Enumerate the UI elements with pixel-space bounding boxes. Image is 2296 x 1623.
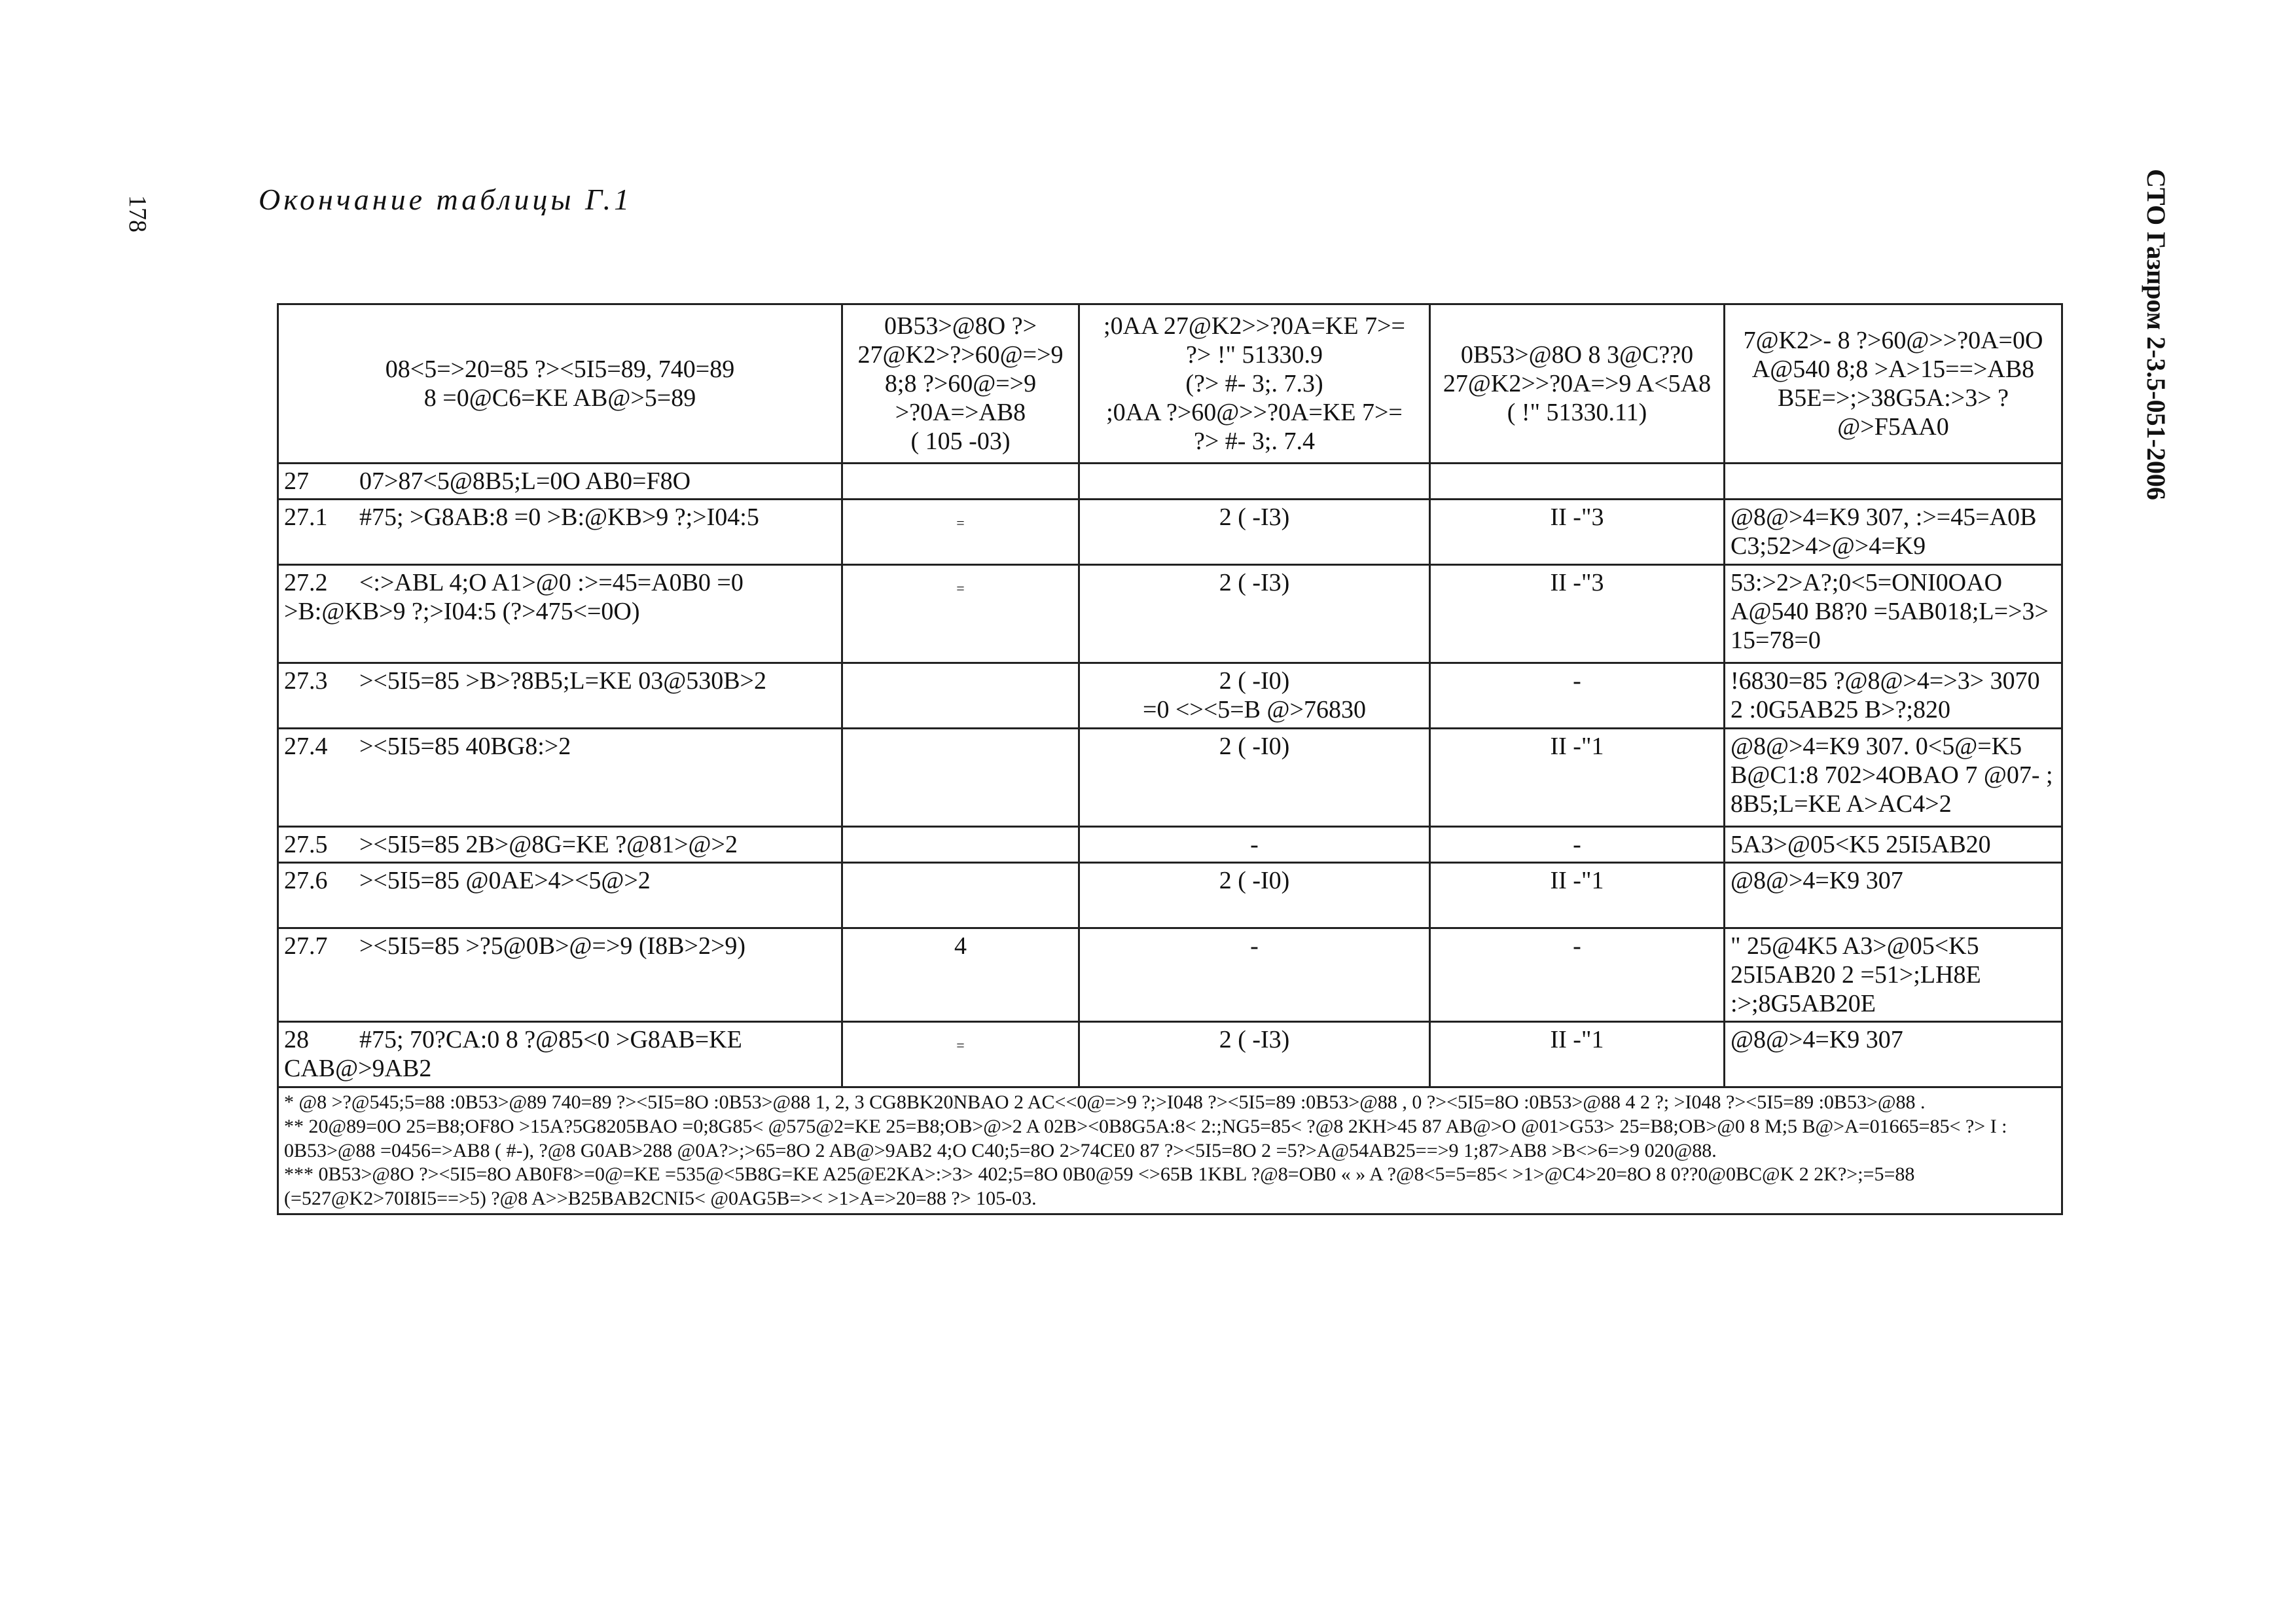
medium-cell (1725, 663, 2062, 729)
room-name: ><5I5=85 40BG8:>2 (359, 733, 571, 761)
table-row (278, 500, 2062, 565)
mixture-cell (1430, 729, 1725, 827)
cell-text: - (1573, 667, 1581, 695)
table-notes (278, 1087, 2062, 1214)
cell-text: 53:>2>A?;0<5=ONI0OAO A@540 B8?0 =5AB018;L=>3> 15=78=0 (1731, 569, 2049, 655)
zone-class-cell (1079, 729, 1430, 827)
room-name: 07>87<5@8B5;L=0O AB0=F8O (359, 467, 691, 495)
document-code: СТО Газпром 2-3.5-051-2006 (2142, 169, 2171, 500)
room-name: <:>ABL 4;O A1>@0 :>=45=A0B0 =0 >B:@KB>9 ?;>I04:5 (?>475<=0O) (284, 569, 744, 626)
notes-row (278, 1087, 2062, 1214)
room-name-cell (278, 500, 842, 565)
mixture-cell (1430, 500, 1725, 565)
row-number: 28 (284, 1026, 309, 1054)
cell-text: 2 ( -I0) =0 <><5=B @>76830 (1143, 667, 1366, 724)
table-row (278, 863, 2062, 928)
medium-cell (1725, 827, 2062, 863)
page-number: 178 (124, 195, 151, 232)
hazard-classification-table (277, 303, 2063, 1215)
zone-class-cell (1079, 1022, 1430, 1087)
room-name: ><5I5=85 >B>?8B5;L=KE 03@530B>2 (359, 667, 766, 695)
mixture-cell (1430, 928, 1725, 1022)
table-row (278, 565, 2062, 663)
cell-text: - (1250, 932, 1259, 960)
zone-class-cell (1079, 928, 1430, 1022)
row-number: 27.5 (284, 831, 328, 859)
row-number: 27.7 (284, 932, 328, 960)
cell-text: 2 ( -I3) (1219, 569, 1290, 597)
cell-text: 2 ( -I0) (1219, 733, 1290, 761)
room-name: ><5I5=85 >?5@0B>@=>9 (I8B>2>9) (359, 932, 746, 960)
cell-text: !6830=85 ?@8@>4=>3> 3070 2 :0G5AB25 B>?;820 (1731, 667, 2040, 724)
medium-cell (1725, 729, 2062, 827)
mixture-cell (1430, 827, 1725, 863)
room-name-cell (278, 729, 842, 827)
cell-text: = (956, 580, 965, 597)
table-section-row (278, 464, 2062, 500)
category-cell (842, 928, 1079, 1022)
cell-text: 2 ( -I0) (1219, 867, 1290, 895)
cell-text: - (1573, 831, 1581, 859)
zone-class-cell (1079, 464, 1430, 500)
zone-class-cell (1079, 500, 1430, 565)
table-row (278, 729, 2062, 827)
cell-text: " 25@4K5 A3>@05<K5 25I5AB20 2 =51>;LH8E :>;8G5AB20E (1731, 932, 1981, 1018)
category-cell (842, 663, 1079, 729)
table-row (278, 827, 2062, 863)
row-number: 27 (284, 467, 309, 495)
cell-text: 2 ( -I3) (1219, 503, 1290, 532)
category-cell (842, 500, 1079, 565)
header-cell: 7@K2>- 8 ?>60@>>?0A=0O A@540 8;8 >A>15==>AB8 B5E=>;>38G5A:>3> ?@>F5AA0 (1725, 304, 2062, 464)
cell-text: - (1573, 932, 1581, 960)
mixture-cell (1430, 1022, 1725, 1087)
medium-cell (1725, 928, 2062, 1022)
row-number: 27.3 (284, 667, 328, 695)
zone-class-cell (1079, 827, 1430, 863)
row-number: 27.1 (284, 503, 328, 532)
category-cell (842, 464, 1079, 500)
room-name: #75; >G8AB:8 =0 >B:@KB>9 ?;>I04:5 (359, 503, 759, 532)
cell-text: = (956, 515, 965, 532)
cell-text: - (1250, 831, 1259, 859)
zone-class-cell (1079, 863, 1430, 928)
room-name: #75; 70?CA:0 8 ?@85<0 >G8AB=KE CAB@>9AB2 (284, 1026, 742, 1083)
room-name-cell (278, 863, 842, 928)
cell-text: @8@>4=K9 307, :>=45=A0B C3;52>4>@>4=K9 (1731, 503, 2037, 560)
zone-class-cell (1079, 663, 1430, 729)
table-row (278, 928, 2062, 1022)
room-name-cell (278, 464, 842, 500)
category-cell (842, 863, 1079, 928)
cell-text: 2 ( -I3) (1219, 1026, 1290, 1054)
cell-text: @8@>4=K9 307 (1731, 1026, 1903, 1054)
table-row (278, 663, 2062, 729)
mixture-cell (1430, 464, 1725, 500)
footnote: * @8 >?@545;5=88 :0B53>@89 740=89 ?><5I5=8O :0B53>@88 1, 2, 3 CG8BK20NBAO 2 AC<<0@=>9 ?;>I048 ?><5I5=89 :0B53>@88 , 0 ?><5I5=8O :0B53>@88 4 2 ?; >I048 ?><5I5=89 :0B53>@88 . (284, 1091, 1926, 1114)
room-name-cell (278, 565, 842, 663)
room-name-cell (278, 928, 842, 1022)
table-caption: Окончание таблицы Г.1 (259, 183, 633, 216)
room-name: ><5I5=85 @0AE>4><5@>2 (359, 867, 651, 895)
room-name: ><5I5=85 2B>@8G=KE ?@81>@>2 (359, 831, 738, 859)
footnote: ** 20@89=0O 25=B8;OF8O >15A?5G8205BAO =0;8G85< @575@2=KE 25=B8;OB>@>2 A 02B><0B8G5A:8< 2:;NG5=85< ?@8 2KH>45 87 AB@>O @01>G53> 25=B8;OB>@0 8 M;5 B@>A=01665=85< ?> I : 0B53>@88 =0456=>AB8 ( #-), ?@8 G0AB>288 @0A?>;>65=8O 2 AB@>9AB2 4;O C40;5=8O 2>74CE0 87 ?><5I5=8O 2 =5?>A@54AB25==>9 1;87>AB8 >B<>6=>9 020@88. (284, 1115, 2007, 1161)
category-cell (842, 729, 1079, 827)
table-row (278, 1022, 2062, 1087)
zone-class-cell (1079, 565, 1430, 663)
header-cell: 0B53>@8O 8 3@C??0 27@K2>>?0A=>9 A<5A8 ( !" 51330.11) (1430, 304, 1725, 464)
cell-text: II -"3 (1550, 503, 1604, 532)
cell-text: II -"1 (1550, 1026, 1604, 1054)
row-number: 27.6 (284, 867, 328, 895)
header-cell: 0B53>@8O ?> 27@K2>?>60@=>9 8;8 ?>60@=>9 >?0A=>AB8 ( 105 -03) (842, 304, 1079, 464)
medium-cell (1725, 565, 2062, 663)
row-number: 27.2 (284, 569, 328, 597)
medium-cell (1725, 464, 2062, 500)
header-cell: 08<5=>20=85 ?><5I5=89, 740=89 8 =0@C6=KE AB@>5=89 (278, 304, 842, 464)
category-cell (842, 565, 1079, 663)
room-name-cell (278, 827, 842, 863)
cell-text: 5A3>@05<K5 25I5AB20 (1731, 831, 1991, 859)
mixture-cell (1430, 663, 1725, 729)
medium-cell (1725, 1022, 2062, 1087)
category-cell (842, 1022, 1079, 1087)
mixture-cell (1430, 863, 1725, 928)
cell-text: 4 (954, 932, 967, 960)
table-header-row (278, 304, 2062, 464)
medium-cell (1725, 500, 2062, 565)
cell-text: II -"3 (1550, 569, 1604, 597)
cell-text: @8@>4=K9 307 (1731, 867, 1903, 895)
room-name-cell (278, 1022, 842, 1087)
medium-cell (1725, 863, 2062, 928)
room-name-cell (278, 663, 842, 729)
row-number: 27.4 (284, 733, 328, 761)
cell-text: @8@>4=K9 307. 0<5@=K5 B@C1:8 702>4OBAO 7 @07- ; 8B5;L=KE A>AC4>2 (1731, 733, 2053, 818)
cell-text: = (956, 1037, 965, 1054)
footnote: *** 0B53>@8O ?><5I5=8O AB0F8>=0@=KE =535@<5B8G=KE A25@E2KA>:>3> 402;5=8O 0B0@59 <>65B 1KBL ?@8=OB0 « » A ?@8<5=5=85< >1>@C4>20=8O 8 0??0@0BC@K 2 2K?>;=5=88 (=527@K2>70I8I5==>5) ?@8 A>>B25BAB2CNI5< @0AG5B=>< >1>A=>20=88 ?> 105-03. (284, 1163, 1915, 1209)
mixture-cell (1430, 565, 1725, 663)
category-cell (842, 827, 1079, 863)
cell-text: II -"1 (1550, 733, 1604, 761)
header-cell: ;0AA 27@K2>>?0A=KE 7>= ?> !" 51330.9 (?> #- 3;. 7.3) ;0AA ?>60@>>?0A=KE 7>= ?> #- 3;. 7.4 (1079, 304, 1430, 464)
cell-text: II -"1 (1550, 867, 1604, 895)
